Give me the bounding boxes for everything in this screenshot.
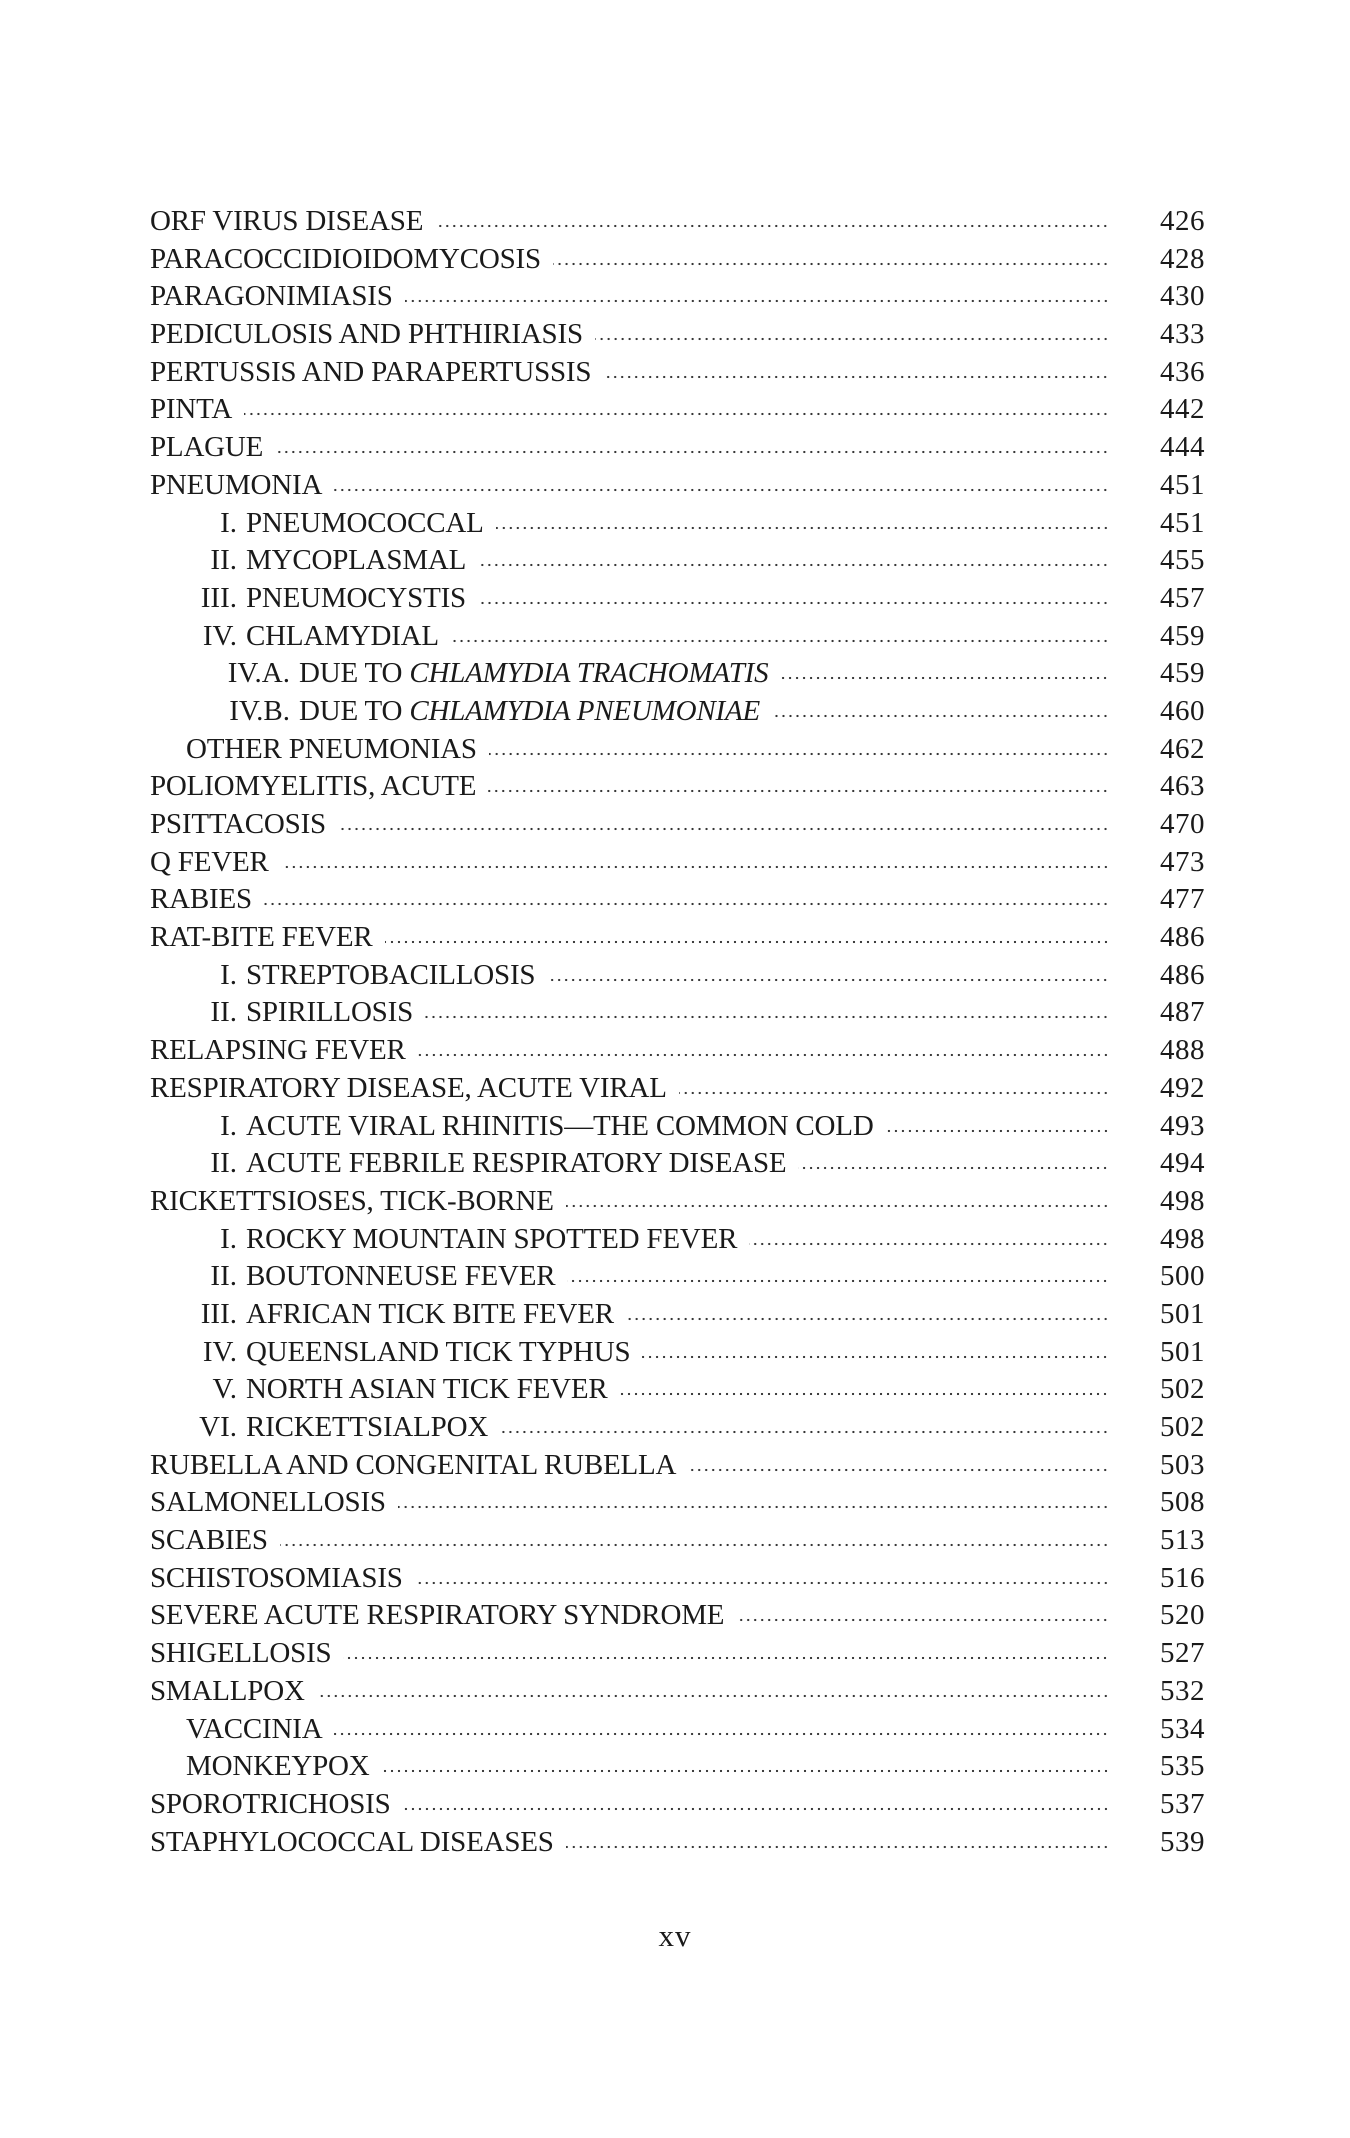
toc-entry-title-text: SEVERE ACUTE RESPIRATORY SYNDROME <box>150 1599 725 1632</box>
dot-leader <box>619 1391 1109 1397</box>
toc-entry-title-text: PARACOCCIDIOIDOMYCOSIS <box>150 242 541 275</box>
dot-leader <box>385 939 1109 945</box>
toc-entry-title-text: DUE TO <box>299 657 410 690</box>
toc-entry <box>150 1748 1205 1786</box>
dot-leader <box>500 1429 1109 1435</box>
toc-entry-title <box>246 1108 874 1146</box>
toc-entry-page: 502 <box>1160 1411 1205 1443</box>
toc-entry <box>150 919 1205 957</box>
toc-entry-title-text: ACUTE VIRAL RHINITIS—THE COMMON COLD <box>246 1109 874 1142</box>
toc-entry-number: III. <box>200 1297 237 1330</box>
toc-entry-number: II. <box>210 996 237 1029</box>
toc-entry-title <box>150 806 326 844</box>
toc-entry-title-text: PARAGONIMIASIS <box>150 280 393 313</box>
toc-entry-page: 470 <box>1160 808 1205 840</box>
toc-entry-number: I. <box>220 506 237 539</box>
toc-entry <box>150 1447 1205 1485</box>
dot-leader <box>566 1844 1109 1850</box>
toc-entry-number: IV. <box>202 619 237 652</box>
dot-leader <box>343 1655 1109 1661</box>
toc-entry-title-text: RESPIRATORY DISEASE, ACUTE VIRAL <box>150 1071 667 1104</box>
dot-leader <box>626 1316 1109 1322</box>
toc-entry-title <box>246 994 413 1032</box>
toc-entry-page: 537 <box>1160 1787 1205 1820</box>
toc-entry-title <box>246 957 535 995</box>
toc-entry-page: 508 <box>1160 1486 1205 1519</box>
dot-leader <box>403 1806 1109 1812</box>
toc-entry-page: 501 <box>1160 1335 1205 1368</box>
dot-leader <box>688 1467 1109 1473</box>
dot-leader <box>435 223 1109 229</box>
toc-entry <box>150 241 1205 279</box>
toc-entry-title-text: RABIES <box>150 883 252 916</box>
dot-leader <box>603 374 1109 380</box>
toc-entry-number: II. <box>210 1147 237 1180</box>
toc-entry-title-text: PSITTACOSIS <box>150 808 326 840</box>
toc-entry <box>150 693 1205 731</box>
toc-entry <box>150 1786 1205 1824</box>
toc-entry-number: IV.A. <box>227 657 290 690</box>
toc-entry-number: III. <box>200 581 237 614</box>
toc-entry-page: 463 <box>1160 770 1205 803</box>
toc-entry-page: 502 <box>1160 1373 1205 1406</box>
toc-entry-title <box>150 1635 331 1673</box>
toc-entry-number: II. <box>210 544 237 577</box>
toc-entry-title <box>150 354 591 392</box>
toc-entry-title <box>150 1673 305 1711</box>
toc-entry-page: 442 <box>1160 393 1205 426</box>
toc-entry-title-text: SCHISTOSOMIASIS <box>150 1561 403 1594</box>
toc-entry-number: I. <box>220 1222 237 1255</box>
toc-entry-title-text: STAPHYLOCOCCAL DISEASES <box>150 1825 554 1858</box>
dot-leader <box>418 1052 1109 1058</box>
dot-leader <box>334 487 1109 493</box>
toc-entry <box>150 655 1205 693</box>
toc-entry-number: IV. <box>202 1335 237 1368</box>
dot-leader <box>488 788 1109 794</box>
toc-entry-page: 444 <box>1160 431 1205 464</box>
dot-leader <box>772 713 1109 719</box>
toc-entry-page: 477 <box>1160 883 1205 916</box>
toc-entry-title <box>246 1409 488 1447</box>
toc-entry-title-text: OTHER PNEUMONIAS <box>186 732 477 765</box>
dot-leader <box>280 1542 1109 1548</box>
toc-entry-number: IV.B. <box>229 694 290 727</box>
page-folio: xv <box>658 1918 692 1953</box>
toc-entry-title-text: AFRICAN TICK BITE FEVER <box>246 1297 614 1330</box>
toc-entry-title <box>150 1447 676 1485</box>
dot-leader <box>553 261 1109 267</box>
toc-entry-page: 501 <box>1160 1297 1205 1330</box>
toc-entry-title <box>186 1711 322 1749</box>
toc-entry-title-text: DUE TO <box>299 694 410 727</box>
toc-entry-page: 520 <box>1160 1599 1205 1632</box>
toc-entry-title <box>150 1484 386 1522</box>
toc-entry-title <box>150 1522 268 1560</box>
toc-entry-title <box>150 844 269 882</box>
toc-entry-title <box>246 1258 555 1296</box>
toc-entry-page: 433 <box>1160 318 1205 351</box>
toc-entry <box>150 806 1205 844</box>
toc-entry <box>150 316 1205 354</box>
toc-entry-title <box>150 278 393 316</box>
toc-entry <box>150 1635 1205 1673</box>
toc-entry-title-text: PLAGUE <box>150 431 264 464</box>
dot-leader <box>489 751 1109 757</box>
toc-entry-title <box>150 1070 667 1108</box>
dot-leader <box>567 1278 1109 1284</box>
toc-entry <box>150 1371 1205 1409</box>
toc-entry-page: 457 <box>1160 581 1205 614</box>
toc-entry-title-text: SHIGELLOSIS <box>150 1637 332 1670</box>
toc-entry-title <box>150 919 373 957</box>
toc-entry-page: 486 <box>1160 921 1205 954</box>
dot-leader <box>334 1731 1109 1737</box>
toc-entry-title-italic: CHLAMYDIA PNEUMONIAE <box>409 694 761 727</box>
toc-entry-page: 455 <box>1160 544 1205 577</box>
toc-entry-page: 487 <box>1160 996 1205 1029</box>
toc-entry <box>150 1711 1205 1749</box>
dot-leader <box>398 1504 1109 1510</box>
toc-entry-page: 486 <box>1160 958 1205 991</box>
toc-entry <box>150 1183 1205 1221</box>
dot-leader <box>451 638 1109 644</box>
toc-entry-title <box>150 241 541 279</box>
toc-entry <box>150 278 1205 316</box>
toc-entry-page: 492 <box>1160 1071 1205 1104</box>
toc-entry-title <box>299 693 760 731</box>
toc-entry-title-text: PERTUSSIS AND PARAPERTUSSIS <box>150 355 592 388</box>
toc-entry <box>150 1673 1205 1711</box>
toc-entry-title <box>150 316 583 354</box>
toc-entry-title <box>150 391 232 429</box>
toc-entry <box>150 844 1205 882</box>
toc-entry-title-text: VACCINIA <box>186 1712 323 1745</box>
toc-entry <box>150 881 1205 919</box>
toc-entry-page: 516 <box>1160 1561 1205 1594</box>
toc-entry <box>150 1484 1205 1522</box>
toc-entry-title-text: PEDICULOSIS AND PHTHIRIASIS <box>150 318 583 351</box>
toc-entry-page: 430 <box>1160 280 1205 313</box>
toc-entry-title-text: MYCOPLASMAL <box>246 544 467 577</box>
toc-entry-number: V. <box>212 1373 237 1406</box>
toc-entry-title <box>150 429 263 467</box>
toc-entry-title <box>150 1032 406 1070</box>
toc-entry-number: I. <box>220 958 237 991</box>
dot-leader <box>595 336 1109 342</box>
toc-entry-title <box>299 655 768 693</box>
toc-entry-title <box>246 618 439 656</box>
toc-entry-title-text: RAT-BITE FEVER <box>150 921 373 954</box>
toc-entry-page: 460 <box>1160 694 1205 727</box>
toc-entry <box>150 1597 1205 1635</box>
dot-leader <box>281 864 1109 870</box>
toc-entry-title-italic: CHLAMYDIA TRACHOMATIS <box>409 657 769 690</box>
toc-entry-title-text: ACUTE FEBRILE RESPIRATORY DISEASE <box>246 1147 787 1180</box>
toc-entry-title-text: SALMONELLOSIS <box>150 1486 386 1519</box>
toc-entry <box>150 505 1205 543</box>
dot-leader <box>780 675 1109 681</box>
dot-leader <box>415 1580 1109 1586</box>
toc-entry <box>150 994 1205 1032</box>
toc-entry-title-text: RICKETTSIALPOX <box>246 1411 489 1443</box>
toc-entry-title <box>246 1145 786 1183</box>
dot-leader <box>382 1768 1110 1774</box>
toc-entry-title-text: PNEUMOCYSTIS <box>246 581 466 614</box>
toc-entry-title <box>150 1786 391 1824</box>
toc-entry <box>150 1032 1205 1070</box>
toc-entry-page: 451 <box>1160 506 1205 539</box>
dot-leader <box>478 600 1109 606</box>
dot-leader <box>736 1617 1109 1623</box>
toc-entry <box>150 1334 1205 1372</box>
toc-entry-title-text: POLIOMYELITIS, ACUTE <box>150 770 477 803</box>
toc-entry-page: 535 <box>1160 1750 1205 1783</box>
dot-leader <box>886 1128 1109 1134</box>
toc-entry-page: 436 <box>1160 355 1205 388</box>
toc-entry-page: 539 <box>1160 1825 1205 1858</box>
toc-entry-title-text: MONKEYPOX <box>186 1750 370 1783</box>
toc-entry-title-text: RUBELLA AND CONGENITAL RUBELLA <box>150 1448 677 1481</box>
toc-entry <box>150 1522 1205 1560</box>
dot-leader <box>566 1203 1109 1209</box>
toc-entry-title <box>246 1334 630 1372</box>
toc-entry <box>150 1409 1205 1447</box>
toc-entry-page: 498 <box>1160 1222 1205 1255</box>
toc-entry-page: 534 <box>1160 1712 1205 1745</box>
toc-entry-title-text: SPIRILLOSIS <box>246 996 413 1029</box>
toc-entry <box>150 1221 1205 1259</box>
toc-entry-title <box>150 467 322 505</box>
toc-entry-page: 428 <box>1160 242 1205 275</box>
toc-entry-title-text: PNEUMOCOCCAL <box>246 506 484 539</box>
dot-leader <box>798 1165 1109 1171</box>
toc-entry-title-text: RICKETTSIOSES, TICK-BORNE <box>150 1184 554 1217</box>
toc-entry-page: 498 <box>1160 1184 1205 1217</box>
toc-entry-title-text: CHLAMYDIAL <box>246 619 439 652</box>
toc-entry-title-text: ROCKY MOUNTAIN SPOTTED FEVER <box>246 1222 738 1255</box>
dot-leader <box>425 1014 1109 1020</box>
toc-entry-page: 513 <box>1160 1524 1205 1557</box>
toc-entry <box>150 1145 1205 1183</box>
toc-entry-title-text: QUEENSLAND TICK TYPHUS <box>246 1335 631 1368</box>
toc-entry-page: 462 <box>1160 732 1205 765</box>
toc-entry-title-text: SCABIES <box>150 1524 268 1557</box>
toc-entry-title-text: PNEUMONIA <box>150 468 323 501</box>
toc-entry-page: 473 <box>1160 845 1205 878</box>
toc-entry-title <box>150 881 252 919</box>
toc-entry <box>150 1824 1205 1862</box>
toc-entry-page: 451 <box>1160 468 1205 501</box>
toc-entry <box>150 1258 1205 1296</box>
toc-entry <box>150 1296 1205 1334</box>
toc-entry-title <box>150 1183 554 1221</box>
toc-entry <box>150 731 1205 769</box>
dot-leader <box>338 826 1109 832</box>
dot-leader <box>642 1354 1109 1360</box>
dot-leader <box>264 901 1109 907</box>
toc-entry <box>150 580 1205 618</box>
toc-entry-page: 494 <box>1160 1147 1205 1180</box>
toc-entry-page: 503 <box>1160 1448 1205 1481</box>
dot-leader <box>679 1090 1109 1096</box>
dot-leader <box>244 411 1109 417</box>
toc-entry-title <box>150 1824 554 1862</box>
toc-entry-title-text: Q FEVER <box>150 845 269 878</box>
toc-entry <box>150 957 1205 995</box>
toc-entry-title-text: SMALLPOX <box>150 1674 305 1707</box>
toc-entry-page: 426 <box>1160 205 1205 237</box>
toc-entry-number: I. <box>220 1109 237 1142</box>
toc-entry-title <box>150 203 423 241</box>
toc-entry-title <box>246 542 466 580</box>
toc-entry-page: 493 <box>1160 1109 1205 1142</box>
toc-entry-page: 532 <box>1160 1674 1205 1707</box>
toc-entry <box>150 203 1205 241</box>
toc-entry-title <box>246 505 484 543</box>
toc-entry-title <box>246 1296 614 1334</box>
toc-entry-title <box>150 1560 403 1598</box>
dot-leader <box>317 1693 1109 1699</box>
toc-entry-title <box>150 768 476 806</box>
toc-entry-page: 459 <box>1160 619 1205 652</box>
toc-entry <box>150 1070 1205 1108</box>
toc-entry-number: VI. <box>199 1411 237 1443</box>
toc-entry-title-text: ORF VIRUS DISEASE <box>150 205 424 237</box>
dot-leader <box>478 562 1109 568</box>
toc-entry-title <box>246 1221 737 1259</box>
toc-entry-title-text: STREPTOBACILLOSIS <box>246 958 536 991</box>
toc-entry <box>150 354 1205 392</box>
toc-entry-title-text: PINTA <box>150 393 233 426</box>
toc-entry-title-text: SPOROTRICHOSIS <box>150 1787 391 1820</box>
toc-entry <box>150 429 1205 467</box>
dot-leader <box>749 1241 1109 1247</box>
toc-entry-title <box>246 580 466 618</box>
toc-entry-title <box>186 1748 370 1786</box>
toc-entry <box>150 542 1205 580</box>
toc-entry <box>150 768 1205 806</box>
dot-leader <box>547 977 1109 983</box>
toc-entry <box>150 1560 1205 1598</box>
toc-entry-title-text: RELAPSING FEVER <box>150 1034 406 1067</box>
toc-entry <box>150 1108 1205 1146</box>
toc-entry-title <box>186 731 477 769</box>
toc-entry-page: 459 <box>1160 657 1205 690</box>
toc-entry <box>150 467 1205 505</box>
toc-entry-title-text: BOUTONNEUSE FEVER <box>246 1260 556 1293</box>
dot-leader <box>405 298 1109 304</box>
dot-leader <box>496 525 1109 531</box>
toc-entry-page: 500 <box>1160 1260 1205 1293</box>
dot-leader <box>275 449 1109 455</box>
toc-entry-page: 527 <box>1160 1637 1205 1670</box>
toc-entry-title <box>150 1597 724 1635</box>
toc-entry-number: II. <box>210 1260 237 1293</box>
toc-entry-page: 488 <box>1160 1034 1205 1067</box>
table-of-contents <box>150 203 1205 1861</box>
toc-entry-title <box>246 1371 607 1409</box>
toc-entry <box>150 618 1205 656</box>
toc-entry-title-text: NORTH ASIAN TICK FEVER <box>246 1373 608 1406</box>
toc-entry <box>150 391 1205 429</box>
